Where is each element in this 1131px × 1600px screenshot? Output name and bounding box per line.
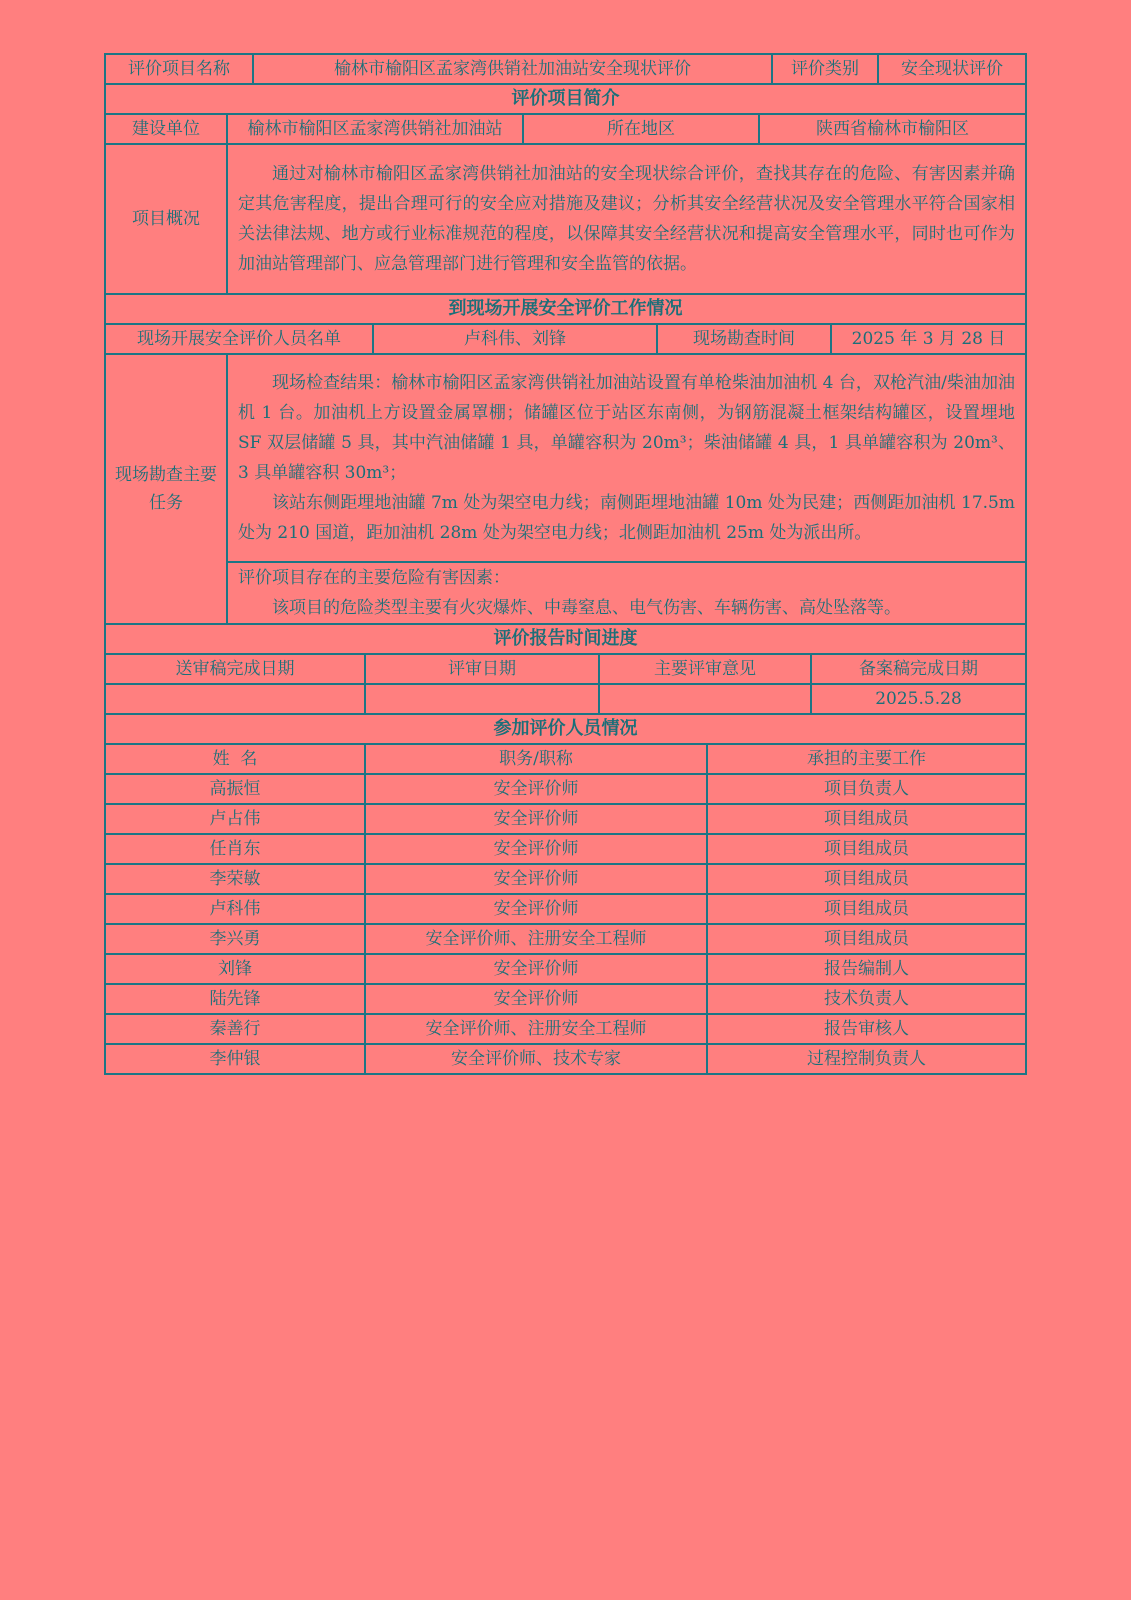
overview-label: 项目概况 <box>105 144 227 294</box>
staff-name: 刘锋 <box>105 954 365 984</box>
staff-work: 项目负责人 <box>707 774 1026 804</box>
table-row <box>105 984 1026 1014</box>
project-name-row <box>105 54 1026 84</box>
schedule-header-review: 评审日期 <box>365 654 599 684</box>
staff-name: 任肖东 <box>105 834 365 864</box>
staff-title: 安全评价师 <box>365 804 707 834</box>
staff-name: 陆先锋 <box>105 984 365 1014</box>
staff-title: 安全评价师 <box>365 864 707 894</box>
staff-work: 项目组成员 <box>707 804 1026 834</box>
overview-text: 通过对榆林市榆阳区孟家湾供销社加油站的安全现状综合评价，查找其存在的危险、有害因素并确定其危害程度，提出合理可行的安全应对措施及建议；分析其安全经营状况及安全管理水平符合国家相关法律法规、地方或行业标准规范的程度，以保障其安全经营状况和提高安全管理水平，同时也可作为加油站管理部门、应急管理部门进行管理和安全监管的依据。 <box>238 164 1015 274</box>
table-row <box>105 1014 1026 1044</box>
staff-title: 安全评价师、注册安全工程师 <box>365 1014 707 1044</box>
schedule-value-submit <box>105 684 365 714</box>
hazard-title: 评价项目存在的主要危险有害因素： <box>238 568 510 588</box>
staff-name: 卢科伟 <box>105 894 365 924</box>
intro-table <box>104 83 1027 295</box>
schedule-header-submit: 送审稿完成日期 <box>105 654 365 684</box>
site-personnel-label: 现场开展安全评价人员名单 <box>105 324 373 354</box>
staff-work: 项目组成员 <box>707 864 1026 894</box>
table-row <box>105 804 1026 834</box>
staff-section-title: 参加评价人员情况 <box>105 714 1026 744</box>
staff-work: 报告编制人 <box>707 954 1026 984</box>
schedule-value-row <box>105 684 1026 714</box>
staff-work: 项目组成员 <box>707 894 1026 924</box>
table-row <box>105 894 1026 924</box>
staff-work: 过程控制负责人 <box>707 1044 1026 1074</box>
site-section-title: 到现场开展安全评价工作情况 <box>105 294 1026 324</box>
intro-section-title: 评价项目简介 <box>105 84 1026 114</box>
site-result-cell <box>227 354 1026 562</box>
staff-name: 秦善行 <box>105 1014 365 1044</box>
staff-name: 李荣敏 <box>105 864 365 894</box>
region-label: 所在地区 <box>523 114 759 144</box>
staff-work: 项目组成员 <box>707 924 1026 954</box>
project-name-label: 评价项目名称 <box>105 54 253 84</box>
staff-name: 李仲银 <box>105 1044 365 1074</box>
table-row <box>105 864 1026 894</box>
table-row <box>105 954 1026 984</box>
staff-header-work: 承担的主要工作 <box>707 744 1026 774</box>
staff-title: 安全评价师 <box>365 834 707 864</box>
schedule-table <box>104 623 1027 715</box>
schedule-header-opinion: 主要评审意见 <box>599 654 811 684</box>
builder-value: 榆林市榆阳区孟家湾供销社加油站 <box>227 114 523 144</box>
site-table <box>104 293 1027 625</box>
project-name-value: 榆林市榆阳区孟家湾供销社加油站安全现状评价 <box>253 54 772 84</box>
schedule-value-review <box>365 684 599 714</box>
staff-header-row <box>105 744 1026 774</box>
overview-cell <box>227 144 1026 294</box>
site-time-label: 现场勘查时间 <box>657 324 831 354</box>
schedule-section-title: 评价报告时间进度 <box>105 624 1026 654</box>
site-time-value: 2025 年 3 月 28 日 <box>831 324 1026 354</box>
staff-work: 项目组成员 <box>707 834 1026 864</box>
site-result-paragraph-1: 现场检查结果：榆林市榆阳区孟家湾供销社加油站设置有单枪柴油加油机 4 台，双枪汽油/柴油加油机 1 台。加油机上方设置金属罩棚；储罐区位于站区东南侧，为钢筋混凝土框架结构罐区，设置埋地 SF 双层储罐 5 具，其中汽油储罐 1 具，单罐容积为 20m³；柴油储罐 4 具，1 具单罐容积为 20m³、3 具单罐容积 30m³； <box>238 373 1015 483</box>
category-label: 评价类别 <box>772 54 878 84</box>
builder-label: 建设单位 <box>105 114 227 144</box>
category-value: 安全现状评价 <box>878 54 1026 84</box>
staff-header-name: 姓 名 <box>105 744 365 774</box>
site-result-paragraph-2: 该站东侧距埋地油罐 7m 处为架空电力线；南侧距埋地油罐 10m 处为民建；西侧距加油机 17.5m 处为 210 国道，距加油机 28m 处为架空电力线；北侧距加油机 25m 处为派出所。 <box>238 493 1015 543</box>
staff-table <box>104 713 1027 1075</box>
staff-name: 高振恒 <box>105 774 365 804</box>
region-value: 陕西省榆林市榆阳区 <box>759 114 1026 144</box>
staff-name: 卢占伟 <box>105 804 365 834</box>
table-row <box>105 774 1026 804</box>
schedule-header-filing: 备案稿完成日期 <box>811 654 1026 684</box>
staff-title: 安全评价师 <box>365 984 707 1014</box>
site-personnel-value: 卢科伟、刘锋 <box>373 324 657 354</box>
staff-title: 安全评价师 <box>365 774 707 804</box>
site-task-label: 现场勘查主要任务 <box>105 354 227 624</box>
hazard-text: 该项目的危险类型主要有火灾爆炸、中毒窒息、电气伤害、车辆伤害、高处坠落等。 <box>272 598 901 618</box>
table-row <box>105 924 1026 954</box>
table-row <box>105 834 1026 864</box>
staff-header-title: 职务/职称 <box>365 744 707 774</box>
staff-title: 安全评价师、技术专家 <box>365 1044 707 1074</box>
table-row <box>105 1044 1026 1074</box>
project-table <box>104 53 1027 85</box>
staff-work: 技术负责人 <box>707 984 1026 1014</box>
schedule-header-row <box>105 654 1026 684</box>
staff-work: 报告审核人 <box>707 1014 1026 1044</box>
staff-title: 安全评价师 <box>365 894 707 924</box>
hazard-cell <box>227 562 1026 624</box>
staff-title: 安全评价师、注册安全工程师 <box>365 924 707 954</box>
schedule-value-filing: 2025.5.28 <box>811 684 1026 714</box>
staff-name: 李兴勇 <box>105 924 365 954</box>
schedule-value-opinion <box>599 684 811 714</box>
staff-title: 安全评价师 <box>365 954 707 984</box>
evaluation-info-sheet <box>104 53 1027 1075</box>
